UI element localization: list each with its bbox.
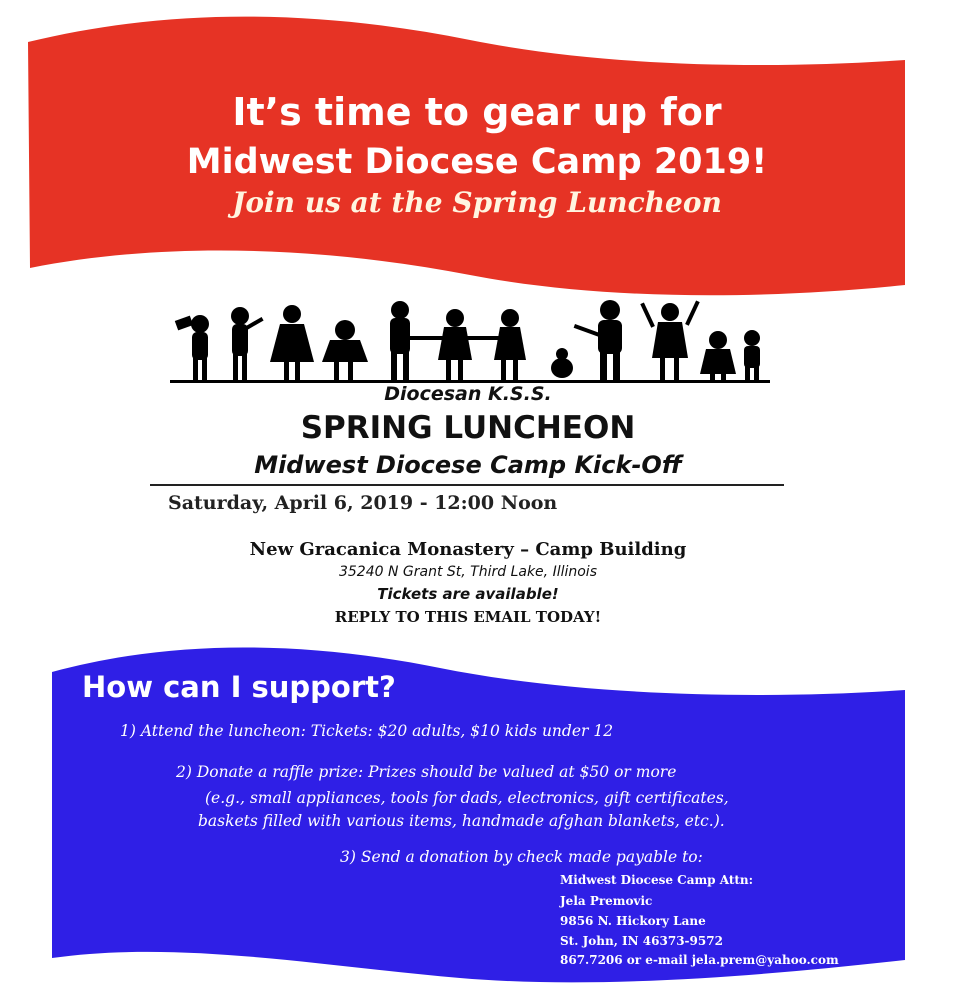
divider: [150, 484, 784, 486]
mailing-address-line: Jela Premovic: [560, 894, 653, 908]
reply-call-to-action: REPLY TO THIS EMAIL TODAY!: [334, 608, 602, 626]
mailing-address-line: Midwest Diocese Camp Attn:: [560, 873, 754, 887]
tickets-note: Tickets are available!: [377, 585, 559, 603]
organizer: Diocesan K.S.S.: [384, 383, 552, 405]
support-option-2: 2) Donate a raffle prize: Prizes should be valued at $50 or more: [176, 763, 677, 781]
event-address: 35240 N Grant St, Third Lake, Illinois: [338, 564, 597, 580]
headline-line-2: Midwest Diocese Camp 2019!: [186, 142, 768, 182]
headline-line-3: Join us at the Spring Luncheon: [232, 186, 722, 219]
support-option-2-detail-1: (e.g., small appliances, tools for dads, electronics, gift certificates,: [205, 789, 729, 807]
support-title: How can I support?: [82, 670, 396, 704]
support-option-2-detail-2: baskets filled with various items, handmade afghan blankets, etc.).: [198, 812, 725, 830]
children-silhouettes-icon: [170, 296, 770, 386]
mailing-address-line: 9856 N. Hickory Lane: [560, 914, 706, 928]
contact-email-line: 867.7206 or e-mail jela.prem@yahoo.com: [560, 953, 839, 967]
headline-line-1: It’s time to gear up for: [232, 90, 722, 134]
event-title: SPRING LUNCHEON: [300, 410, 636, 446]
support-option-1: 1) Attend the luncheon: Tickets: $20 adults, $10 kids under 12: [120, 722, 614, 740]
support-option-3: 3) Send a donation by check made payable to:: [340, 848, 703, 866]
event-datetime: Saturday, April 6, 2019 - 12:00 Noon: [168, 492, 558, 514]
mailing-address-line: St. John, IN 46373-9572: [560, 934, 723, 948]
event-venue: New Gracanica Monastery – Camp Building: [249, 539, 687, 560]
event-subtitle: Midwest Diocese Camp Kick-Off: [254, 451, 682, 479]
